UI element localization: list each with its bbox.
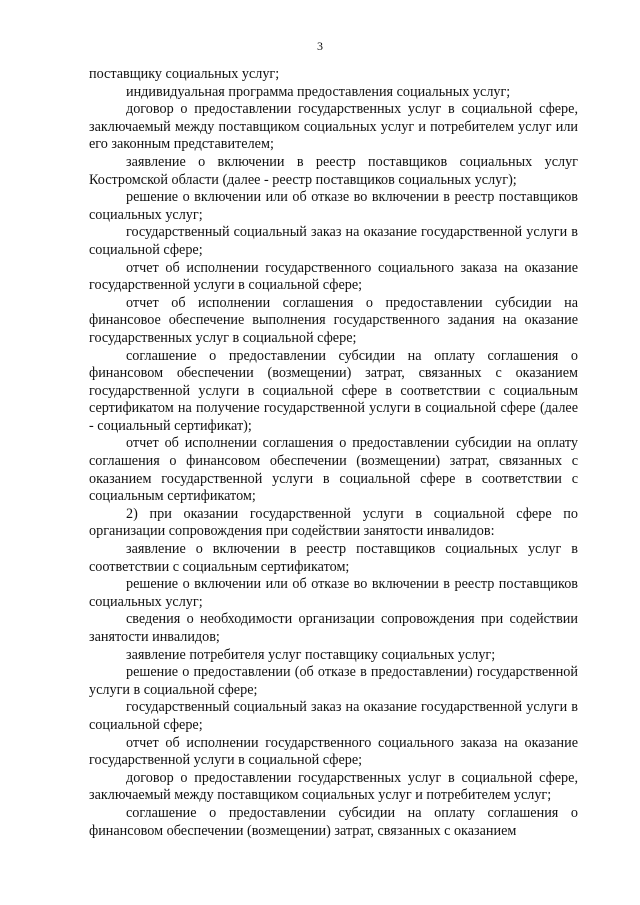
paragraph-10: отчет об исполнении соглашения о предоставлении субсидии на оплату соглашения о финансовом обеспечении (возмещении) затрат, связанных с оказанием государственной услуги в социальной сфере в соответствии с социальным сертификатом;: [89, 435, 578, 505]
paragraph-5: решение о включении или об отказе во включении в реестр поставщиков социальных услуг;: [89, 189, 578, 223]
paragraph-8: отчет об исполнении соглашения о предоставлении субсидии на финансовое обеспечение выполнения государственного задания на оказание государственных услуг в социальной сфере;: [89, 294, 578, 346]
paragraph-11: 2) при оказании государственной услуги в социальной сфере по организации сопровождения при содействии занятости инвалидов:: [89, 505, 578, 540]
paragraph-3: договор о предоставлении государственных услуг в социальной сфере, заключаемый между поставщиком социальных услуг и потребителем услуг или его законным представителем;: [89, 101, 578, 153]
document-body: [89, 66, 578, 840]
paragraph-12: заявление о включении в реестр поставщиков социальных услуг в соответствии с социальным сертификатом;: [89, 541, 578, 575]
paragraph-19: договор о предоставлении государственных услуг в социальной сфере, заключаемый между поставщиком социальных услуг и потребителем услуг;: [89, 769, 578, 804]
paragraph-6: государственный социальный заказ на оказание государственной услуги в социальной сфере;: [89, 224, 578, 258]
paragraph-4: заявление о включении в реестр поставщиков социальных услуг Костромской области (далее - реестр поставщиков социальных услуг);: [89, 153, 578, 188]
paragraph-13: решение о включении или об отказе во включении в реестр поставщиков социальных услуг;: [89, 576, 578, 610]
paragraph-9: соглашение о предоставлении субсидии на оплату соглашения о финансовом обеспечении (возмещении) затрат, связанных с оказанием государственной услуги в социальной сфере в соответствии с социальным сертификатом на получение государственной услуги в социальной сфере (далее - социальный сертификат);: [89, 347, 578, 434]
page-number: 3: [317, 39, 323, 53]
paragraph-1: поставщику социальных услуг;: [89, 66, 280, 82]
paragraph-14: сведения о необходимости организации сопровождения при содействии занятости инвалидов;: [89, 611, 578, 645]
paragraph-2: индивидуальная программа предоставления социальных услуг;: [126, 83, 511, 100]
paragraph-18: отчет об исполнении государственного социального заказа на оказание государственной услуги в социальной сфере;: [89, 734, 578, 769]
paragraph-17: государственный социальный заказ на оказание государственной услуги в социальной сфере;: [89, 699, 578, 733]
paragraph-7: отчет об исполнении государственного социального заказа на оказание государственной услуги в социальной сфере;: [89, 259, 578, 294]
paragraph-16: решение о предоставлении (об отказе в предоставлении) государственной услуги в социальной сфере;: [89, 664, 578, 698]
paragraph-20: соглашение о предоставлении субсидии на оплату соглашения о финансовом обеспечении (возмещении) затрат, связанных с оказанием: [89, 804, 578, 839]
paragraph-15: заявление потребителя услуг поставщику социальных услуг;: [126, 646, 496, 663]
